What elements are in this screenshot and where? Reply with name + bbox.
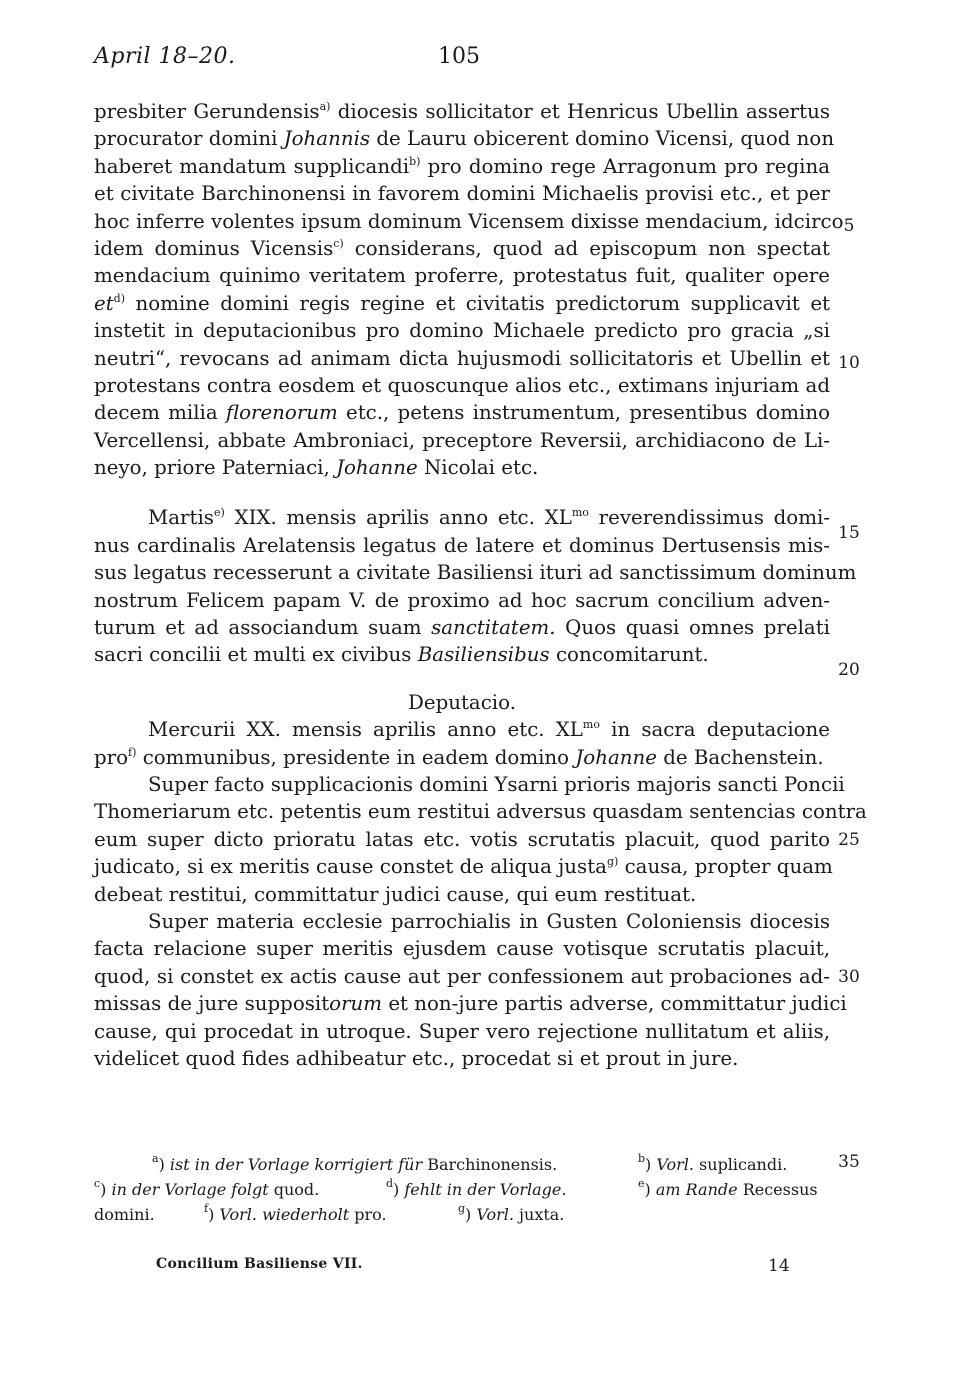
text-line: turum et ad associandum suam sanctitatem. Quos quasi omnes prelati xyxy=(94,616,830,640)
text-line: hoc inferre volentes ipsum dominum Vicensem dixisse mendacium, idcirco xyxy=(94,209,844,233)
footnote-line: $^c$) in der Vorlage folgt quod. $^d$) fehlt in der Vorlage. $^e$) am Rande Recessus xyxy=(94,1177,818,1199)
text-line: instetit in deputacionibus pro domino Michaele predicto pro gracia „si xyxy=(94,319,830,343)
text-line: judicato, si ex meritis cause constet de aliqua justa$^{g)}$ causa, propter quam xyxy=(94,855,833,879)
line-number: 5 xyxy=(843,216,855,236)
line-number: 30 xyxy=(838,967,860,987)
footnote-ref: e) xyxy=(213,506,225,520)
signature-mark: 14 xyxy=(768,1256,790,1276)
text-line: sus legatus recesserunt a civitate Basiliensi ituri ad sanctissimum dominum xyxy=(94,561,857,585)
text-line: Super materia ecclesie parrochialis in Gusten Coloniensis diocesis xyxy=(148,909,830,933)
text-line: Mercurii XX. mensis aprilis anno etc. $XL^{mo}$ in sacra deputacione xyxy=(148,718,831,742)
running-head-date: April 18–20. xyxy=(94,44,236,69)
footnote-line: $^a$) ist in der Vorlage korrigiert für Barchinonensis. $^b$) Vorl. suplicandi. xyxy=(152,1152,788,1174)
text-line: Martis$^{e)}$ XIX. mensis aprilis anno etc. $XL^{mo}$ reverendissimus domi- xyxy=(148,506,830,530)
text-line: neutri“, revocans ad animam dicta hujusmodi sollicitatoris et Ubellin et xyxy=(94,346,830,370)
text-line: pro$^{f)}$ communibus, presidente in eadem domino Johanne de Bachenstein. xyxy=(94,745,824,769)
text-line: debeat restitui, committatur judici cause, qui eum restituat. xyxy=(94,882,697,906)
text-line: missas de jure suppositorum et non-jure partis adverse, committatur judici xyxy=(94,992,847,1016)
text-line: eum super dicto prioratu latas etc. votis scrutatis placuit, quod parito xyxy=(94,827,830,851)
text-line: procurator domini Johannis de Lauru obicerent domino Vicensi, quod non xyxy=(94,127,835,151)
text-line: mendacium quinimo veritatem proferre, protestatus fuit, qualiter opere xyxy=(94,264,830,288)
text-line: neyo, priore Paterniaci, Johanne Nicolai etc. xyxy=(94,456,539,480)
footnote-ref: b) xyxy=(409,154,421,168)
text-line: videlicet quod fides adhibeatur etc., procedat si et prout in jure. xyxy=(94,1046,739,1070)
text-line: cause, qui procedat in utroque. Super vero rejectione nullitatum et aliis, xyxy=(94,1019,830,1043)
line-number: 25 xyxy=(838,830,860,850)
section-heading: Deputacio. xyxy=(408,690,516,714)
volume-title: Concilium Basiliense VII. xyxy=(156,1256,363,1272)
text-line: presbiter Gerundensis$^{a)}$ diocesis sollicitator et Henricus Ubellin assertus xyxy=(94,100,830,123)
line-number: 20 xyxy=(838,660,860,680)
footnote-ref: g) xyxy=(606,855,619,869)
text-line: protestans contra eosdem et quoscunque alios etc., extimans injuriam ad xyxy=(94,373,830,397)
footnotes xyxy=(94,1152,830,1227)
text-line: nus cardinalis Arelatensis legatus de latere et dominus Dertusensis mis- xyxy=(94,533,830,557)
footnote-ref: c) xyxy=(333,236,344,250)
line-number: 15 xyxy=(838,523,860,543)
text-line: quod, si constet ex actis cause aut per confessionem aut probaciones ad- xyxy=(94,964,830,988)
footnote-ref: d) xyxy=(113,291,125,305)
line-number: 35 xyxy=(838,1152,860,1172)
page-header xyxy=(94,44,830,78)
text-line: $et^{d)}$ nomine domini regis regine et civitatis predictorum supplicavit et xyxy=(94,291,830,315)
text-line: Thomeriarum etc. petentis eum restitui adversus quasdam sentencias contra xyxy=(94,800,867,824)
text-line: haberet mandatum supplicandi$^{b)}$ pro domino rege Arragonum pro regina xyxy=(94,154,830,178)
footnote-ref: f) xyxy=(128,745,137,759)
text-line: Super facto supplicacionis domini Ysarni prioris majoris sancti Poncii xyxy=(148,772,845,796)
footnote-line: domini. $^f$) Vorl. wiederholt pro. $^g$) Vorl. juxta. xyxy=(94,1202,565,1224)
text-line: idem dominus Vicensis$^{c)}$ considerans, quod ad episcopum non spectat xyxy=(94,236,830,260)
page-number: 105 xyxy=(438,44,480,69)
text-line: decem milia florenorum etc., petens instrumentum, presentibus domino xyxy=(94,401,830,425)
line-number: 10 xyxy=(838,353,860,373)
text-line: nostrum Felicem papam V. de proximo ad hoc sacrum concilium adven- xyxy=(94,588,830,612)
footnote-ref: a) xyxy=(319,100,331,113)
text-line: et civitate Barchinonensi in favorem domini Michaelis provisi etc., et per xyxy=(94,182,830,206)
text-line: sacri concilii et multi ex civibus Basiliensibus concomitarunt. xyxy=(94,643,709,667)
text-line: facta relacione super meritis ejusdem cause votisque scrutatis placuit, xyxy=(94,937,830,961)
text-line: Vercellensi, abbate Ambroniaci, preceptore Reversii, archidiacono de Li- xyxy=(94,428,830,452)
